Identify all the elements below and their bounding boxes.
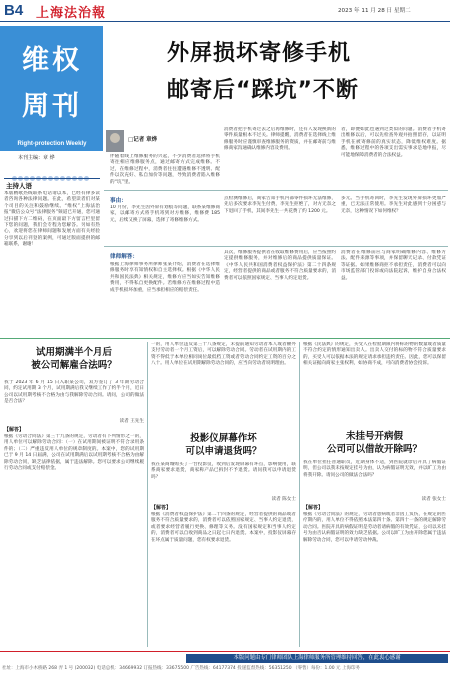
intro-col1: 伴随着线上维修服务的兴起，不少消费者选择将手机寄往相应维修服务点，通过邮寄方式完成维修。不过，在维修过程中，消费者往往遭遇维修不透明、配件以次充好、私自加价等问题，导致消费者陷入维修的“坑”里。 [110, 154, 220, 185]
lawyer-col2: 其次，维修服务提供者在收取维修费用后，应当按照约定提供维修服务，并对维修后的商品提供质量保证。《中华人民共和国消费者权益保护法》第二十四条规定，经营者提供的商品或者服务不符合质量要求的，消费者可以依照国家规定、当事人约定退货。 [224, 250, 336, 281]
case-text-col1: 10 月份，李先生因外屏有划痕等问题，联系某维修商家，以邮寄方式将手机寄到对方维修，维修费 185 元，后续又换了屏幕，选择了寄修维修方式。 [110, 205, 220, 223]
mid-article-continued: 一的，用人单位违反第三十八条规定，未提前通知劳动者本人或者额外支付劳动者一个月工资后，可以解除劳动合同。劳动者在试用期内的工资不得低于本单位相同岗位最低档工资或者劳动合同约定工资的百分之八十。用人单位在试用期解除劳动合同的，应当向劳动者说明理由。 [151, 342, 296, 367]
right-article-answer: 根据《劳动合同法》的规定，劳动者患病或者非因工负伤，在规定的医疗期内的，用人单位不得依照本法第四十条、第四十一条的规定解除劳动合同。医院开具的病假证明是劳动者请病假的有效凭证，公司以未挂号为由否认病假证明的效力缺乏依据。公司以旷工为由开除您属于违法解除劳动合同，您可以申请劳动仲裁。 [303, 512, 446, 543]
column-badge [0, 26, 103, 151]
case-label: 事由： [110, 198, 127, 204]
column-title-line2: 周刊 [22, 91, 82, 122]
lawyer-col3: 消费者在维修前应与商家明确维修内容、维修方法、配件来源等事项，并保留聊天记录、付款凭证等证据。如果维修商拒不承担责任，消费者可以向市场监管部门投诉或向法院起诉，维护自身合法权益。 [341, 250, 446, 281]
left-article-signature: 读者 王先生 [119, 419, 144, 424]
left-article-title: 试用期满半个月后 被公司解雇合法吗？ [31, 347, 117, 371]
left-article-answer-label: 【解答】 [4, 427, 25, 433]
footer-banner: 本版问题由专门律师团队上海律师服务所管理维持回答，在此衷心感谢 [186, 654, 448, 663]
intro-col3: 者，即便如此也遇到过类似的问题。消费者手机寄出维修以后，可以先检查外观并拍照留存，以证明手机在被寄修前的真实状态，降低维权难度。据悉，维修过程中的各项支出需实事求是地申报，尽可能地保障消费者的合法权益。 [341, 127, 446, 158]
host-note-title: 主持人语 [6, 182, 32, 190]
main-headline-line1: 外屏损坏寄修手机 [167, 41, 352, 66]
right-article-signature: 读者 张女士 [421, 497, 446, 502]
case-text-col2: 点检测维修后，商家告知手机内部零件损坏无法维修，先后多次要求李先生付费，李先生拒绝了，对方无奈之下退回了手机，其间李先生一共花费了约 1200 元。 [224, 196, 336, 214]
host-note-text: 本版精歌热线联系电话请以本，已经有律多读者咨询各种法律问题。在此，希望读者们对某个司目的关注和鼓励继续。“维权”上海法治报“微信公众号“法律服务”频道已开通，您可通过扫描下方二维码，在页面最下方留言栏里留下您的问题，我们会专程为您解答。另如有热心，欢迎将您在律师间题和发展方面有关经验分享到以后刊登的案例，可通过版面提供的邮箱联系，谢谢！ [4, 191, 100, 248]
issue-date: 2023 年 11 月 28 日 星期二 [338, 8, 411, 14]
left-article-question: 我于 2023 年 6 月 15 日入职某公司，双方签订了 3 年期劳动合同，约定试用期 3 个月，试用期满后我又继续工作了约半个月，近日公司以试用期考核不合格为由与我解除劳动合同。请问，公司的做法是否合法？ [4, 380, 144, 405]
right-article-answer-label: 【解答】 [303, 505, 324, 511]
right-article-title: 未挂号开病假 公司可以借故开除吗？ [326, 431, 422, 455]
column-english-title: Right-protection Weekly [17, 141, 87, 147]
main-headline-line2: 邮寄后“踩坑”不断 [167, 78, 359, 103]
page-number: B4 [4, 2, 24, 19]
column-editor: 本刊主编：章 烨 [18, 155, 55, 161]
mid-article-title: 投影仪屏幕作坏 可以申请退货吗？ [185, 433, 262, 457]
lawyer-label: 律师解答： [110, 254, 138, 260]
footer-rule [0, 651, 450, 652]
intro-col2: 消费者把手机寄过去之后再维修时，还有人发现换新的零件质量根本不过关。律师提醒，消费者在选择线上维修服务时应谨慎审查维修服务的资质，并在邮寄前与维修商家沟通确认维修内容及费用。 [224, 127, 336, 152]
left-article-answer: 根据《劳动合同法》第三十九条的规定，劳动者有下列情形之一的，用人单位可以解除劳动合同：（一）在试用期间被证明不符合录用条件的；（二）严重违反用人单位的规章制度的。本案中，您的试用期已于 9 月 14 日届满，公司在试用期满后以试用期考核不合格为由解除劳动合同，缺乏法律依据，属于违法解除。您可以要求公司继续履行劳动合同或支付赔偿金。 [4, 434, 144, 472]
mid-article-answer: 根据《消费者权益保护法》第二十四条的规定，经营者提供的商品或者服务不符合质量要求的，消费者可以依照国家规定、当事人约定退货，或者要求经营者履行更换、修理等义务。没有国家规定和当事人约定的，消费者可以自收到商品之日起七日内退货。本案中，投影仪屏幕存在坏点属于质量问题，您有权要求退货。 [151, 512, 296, 543]
right-article-question: 我在单位担任普通职员，近期身体不适，到医院就诊后开具了病假证明，但公司以我未按规定挂号为由，认为病假证明无效，并以旷工为由将我开除。请问公司的做法合法吗？ [303, 460, 446, 478]
byline: □记者 章烨 [128, 137, 158, 143]
reporter-photo [106, 130, 124, 152]
mid-article-question: 我在某商城购买了一台投影仪，收到后发现屏幕有坏点，影响使用，联系商家要求退货，商家称产品已拆封不予退货。请问我可以申请退货吗？ [151, 462, 296, 480]
mid-article-answer-label: 【解答】 [151, 505, 172, 511]
lawyer-col1: 根据上海律师事务所律师张某介绍，消费者在选择维修服务时享有知情权和自主选择权。根据《中华人民共和国民法典》相关规定，维修方应当如实告知维修费用，不得私自更换配件。若维修方在维修过程中造成手机损坏加重，应当承担相应的赔偿责任。 [110, 262, 220, 293]
mid-article-signature: 读者 陈女士 [271, 497, 296, 502]
decor-dots [12, 166, 90, 176]
newspaper-masthead: 上海法治報 [36, 6, 107, 21]
right-article-continued: 根据《民法典》的规定，买受人在检验期限内将标的物的数量或者质量不符合约定的情形通知出卖人。出卖人交付的标的物不符合质量要求的，买受人可以依据本法的规定请求承担违约责任。因此，您可以保留相关证据向商家主张权利，如协商不成，可向消费者协会投诉。 [303, 342, 446, 367]
footer-info: 社址：上海市小木桥路 268 弄 1 号 (200032) 电话总机：34669932 订报热线：33675500 广告热线：64177374 投递监督热线：56351250 （零售）每份：1.00 元 上海印务 [2, 666, 360, 671]
case-text-col3: 多元。当手机寄回时，李先生发现外屏损坏更加严重，已无法正常使用。李先生对此感到十分困惑与无奈，这种情况下如何维权？ [341, 196, 446, 214]
column-title-line1: 维权 [22, 45, 82, 76]
